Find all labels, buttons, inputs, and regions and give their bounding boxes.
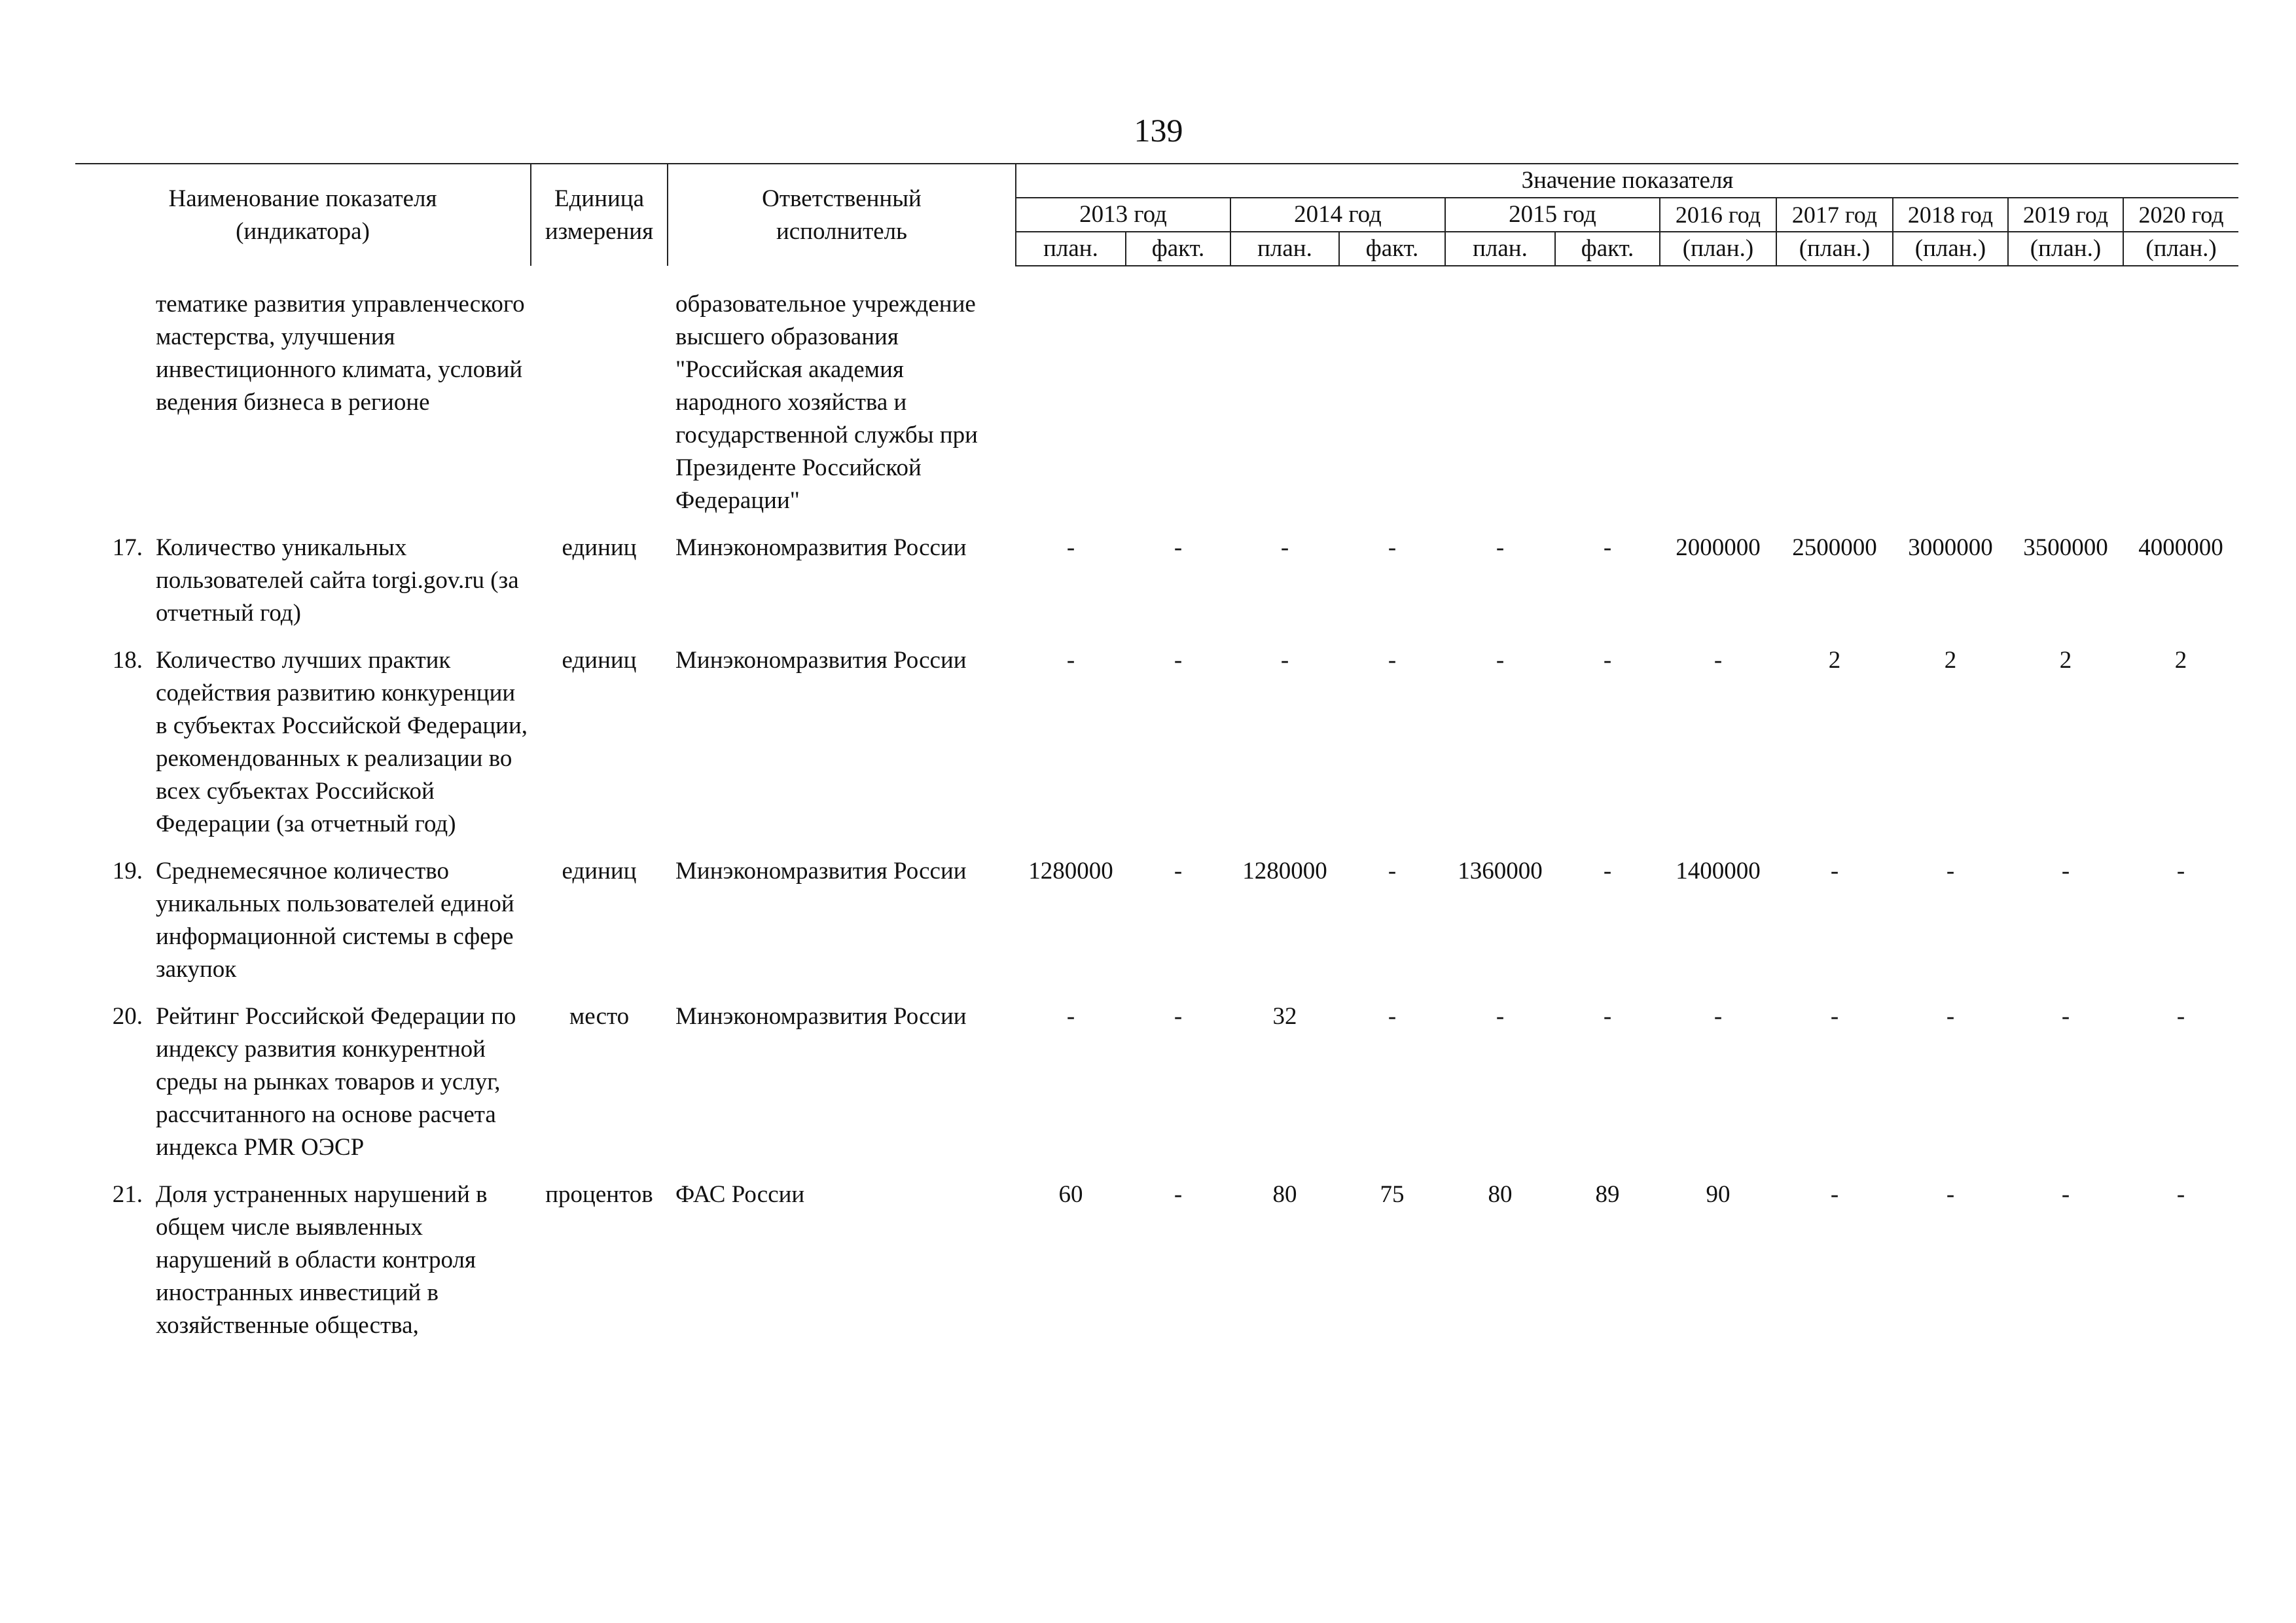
value-cell: - xyxy=(1946,858,1955,884)
value-cell: - xyxy=(1388,534,1397,561)
table-header xyxy=(75,164,2238,266)
year-header-2020: 2020 год xyxy=(2123,198,2238,232)
value-cell: - xyxy=(1066,647,1075,674)
value-cell: - xyxy=(1713,647,1723,674)
value-cell: - xyxy=(1280,534,1289,561)
year-header-2013: 2013 год xyxy=(1016,198,1230,232)
value-cell: - xyxy=(1496,647,1505,674)
value-cell: - xyxy=(1174,858,1183,884)
value-cell: - xyxy=(1603,1003,1612,1030)
col-header-executor: Ответственный исполнитель xyxy=(668,164,1016,266)
value-cell: 1360000 xyxy=(1458,858,1543,884)
value-cell: 75 xyxy=(1380,1181,1405,1208)
sub-header-plan: (план.) xyxy=(2123,232,2238,266)
value-cell: - xyxy=(2176,858,2185,884)
value-cell: 2 xyxy=(1828,647,1841,674)
table-row xyxy=(75,1000,2238,1178)
value-cell: - xyxy=(2176,1003,2185,1030)
value-cell: - xyxy=(1713,1003,1723,1030)
executor: Минэкономразвития России xyxy=(675,534,967,561)
sub-header-plan: (план.) xyxy=(1893,232,2008,266)
col-header-value: Значение показателя xyxy=(1016,164,2238,198)
value-cell: - xyxy=(1496,1003,1505,1030)
value-cell: 1280000 xyxy=(1242,858,1327,884)
value-cell xyxy=(2123,266,2238,532)
unit: место xyxy=(569,1003,630,1030)
value-cell: - xyxy=(2061,1181,2070,1208)
unit xyxy=(531,266,668,532)
table-row xyxy=(75,532,2238,644)
value-cell: 80 xyxy=(1488,1181,1513,1208)
row-number: 20. xyxy=(112,1003,143,1030)
value-cell: 2500000 xyxy=(1792,534,1877,561)
value-cell: 1280000 xyxy=(1028,858,1113,884)
value-cell: 2 xyxy=(2059,647,2072,674)
value-cell: 90 xyxy=(1706,1181,1731,1208)
sub-header-plan: (план.) xyxy=(2008,232,2123,266)
value-cell: 1400000 xyxy=(1676,858,1761,884)
value-cell: - xyxy=(2061,1003,2070,1030)
table-body xyxy=(75,266,2238,1357)
value-cell: - xyxy=(1496,534,1505,561)
value-cell xyxy=(1016,266,1126,532)
table-row xyxy=(75,855,2238,1000)
unit: процентов xyxy=(545,1181,653,1208)
value-cell: 3000000 xyxy=(1908,534,1993,561)
value-cell xyxy=(2008,266,2123,532)
executor: ФАС России xyxy=(675,1181,805,1208)
sub-header-plan: план. xyxy=(1016,232,1126,266)
sub-header-fact: факт. xyxy=(1555,232,1660,266)
value-cell: 2 xyxy=(2174,647,2187,674)
value-cell: - xyxy=(1603,647,1612,674)
value-cell: - xyxy=(1830,858,1839,884)
col-header-unit: Единица измерения xyxy=(531,164,668,266)
executor: Минэкономразвития России xyxy=(675,1003,967,1030)
sub-header-plan: (план.) xyxy=(1776,232,1893,266)
value-cell: - xyxy=(1066,534,1075,561)
indicator-name: Количество уникальных пользователей сайта torgi.gov.ru (за отчетный год) xyxy=(156,534,519,627)
value-cell xyxy=(1660,266,1776,532)
value-cell: 3500000 xyxy=(2023,534,2108,561)
indicator-table xyxy=(75,163,2238,1357)
value-cell: 80 xyxy=(1272,1181,1297,1208)
value-cell: - xyxy=(1280,647,1289,674)
unit: единиц xyxy=(562,647,637,674)
value-cell: - xyxy=(1830,1181,1839,1208)
year-header-2017: 2017 год xyxy=(1776,198,1893,232)
value-cell: 32 xyxy=(1272,1003,1297,1030)
value-cell: - xyxy=(1946,1181,1955,1208)
year-header-2014: 2014 год xyxy=(1230,198,1445,232)
year-header-2018: 2018 год xyxy=(1893,198,2008,232)
row-number: 19. xyxy=(112,858,143,884)
table-row xyxy=(75,644,2238,855)
table-row xyxy=(75,266,2238,532)
value-cell: - xyxy=(1066,1003,1075,1030)
value-cell: 89 xyxy=(1595,1181,1620,1208)
value-cell: - xyxy=(1830,1003,1839,1030)
sub-header-fact: факт. xyxy=(1339,232,1445,266)
value-cell: - xyxy=(2176,1181,2185,1208)
page-number: 139 xyxy=(1134,112,1183,149)
value-cell: - xyxy=(1603,858,1612,884)
row-number: 21. xyxy=(112,1181,143,1208)
unit: единиц xyxy=(562,858,637,884)
value-cell: - xyxy=(1946,1003,1955,1030)
value-cell xyxy=(1230,266,1339,532)
sub-header-plan: план. xyxy=(1230,232,1339,266)
value-cell: 4000000 xyxy=(2138,534,2223,561)
value-cell: - xyxy=(1174,647,1183,674)
table-row xyxy=(75,1178,2238,1357)
value-cell: - xyxy=(2061,858,2070,884)
year-header-2015: 2015 год xyxy=(1445,198,1660,232)
indicator-name: тематике развития управленческого мастерства, улучшения инвестиционного климата, условий ведения бизнеса в регионе xyxy=(156,291,525,416)
executor: образовательное учреждение высшего образования "Российская академия народного хозяйства и государственной службы при Президенте Российской Федерации" xyxy=(675,291,978,514)
value-cell xyxy=(1555,266,1660,532)
value-cell: - xyxy=(1603,534,1612,561)
sub-header-fact: факт. xyxy=(1126,232,1230,266)
value-cell: - xyxy=(1174,534,1183,561)
value-cell xyxy=(1445,266,1555,532)
value-cell: - xyxy=(1174,1181,1183,1208)
value-cell: - xyxy=(1388,858,1397,884)
year-header-2016: 2016 год xyxy=(1660,198,1776,232)
value-cell xyxy=(1776,266,1893,532)
unit: единиц xyxy=(562,534,637,561)
value-cell xyxy=(1893,266,2008,532)
indicator-name: Рейтинг Российской Федерации по индексу развития конкурентной среды на рынках товаров и услуг, рассчитанного на основе расчета индекса PMR ОЭСР xyxy=(156,1003,516,1161)
sub-header-plan: (план.) xyxy=(1660,232,1776,266)
value-cell: - xyxy=(1174,1003,1183,1030)
value-cell: 2000000 xyxy=(1676,534,1761,561)
indicator-name: Среднемесячное количество уникальных пользователей единой информационной системы в сфере закупок xyxy=(156,858,514,983)
row-number xyxy=(75,266,149,532)
indicator-name: Количество лучших практик содействия развитию конкуренции в субъектах Российской Федерации, рекомендованных к реализации во всех субъектах Российской Федерации (за отчетный год) xyxy=(156,647,528,837)
col-header-name: Наименование показателя (индикатора) xyxy=(75,164,531,266)
year-header-2019: 2019 год xyxy=(2008,198,2123,232)
row-number: 17. xyxy=(112,534,143,561)
executor: Минэкономразвития России xyxy=(675,858,967,884)
value-cell xyxy=(1126,266,1230,532)
value-cell xyxy=(1339,266,1445,532)
indicator-name: Доля устраненных нарушений в общем числе выявленных нарушений в области контроля иностранных инвестиций в хозяйственные общества, xyxy=(156,1181,488,1339)
sub-header-plan: план. xyxy=(1445,232,1555,266)
value-cell: - xyxy=(1388,1003,1397,1030)
value-cell: 2 xyxy=(1944,647,1957,674)
value-cell: - xyxy=(1388,647,1397,674)
value-cell: 60 xyxy=(1058,1181,1083,1208)
row-number: 18. xyxy=(112,647,143,674)
executor: Минэкономразвития России xyxy=(675,647,967,674)
